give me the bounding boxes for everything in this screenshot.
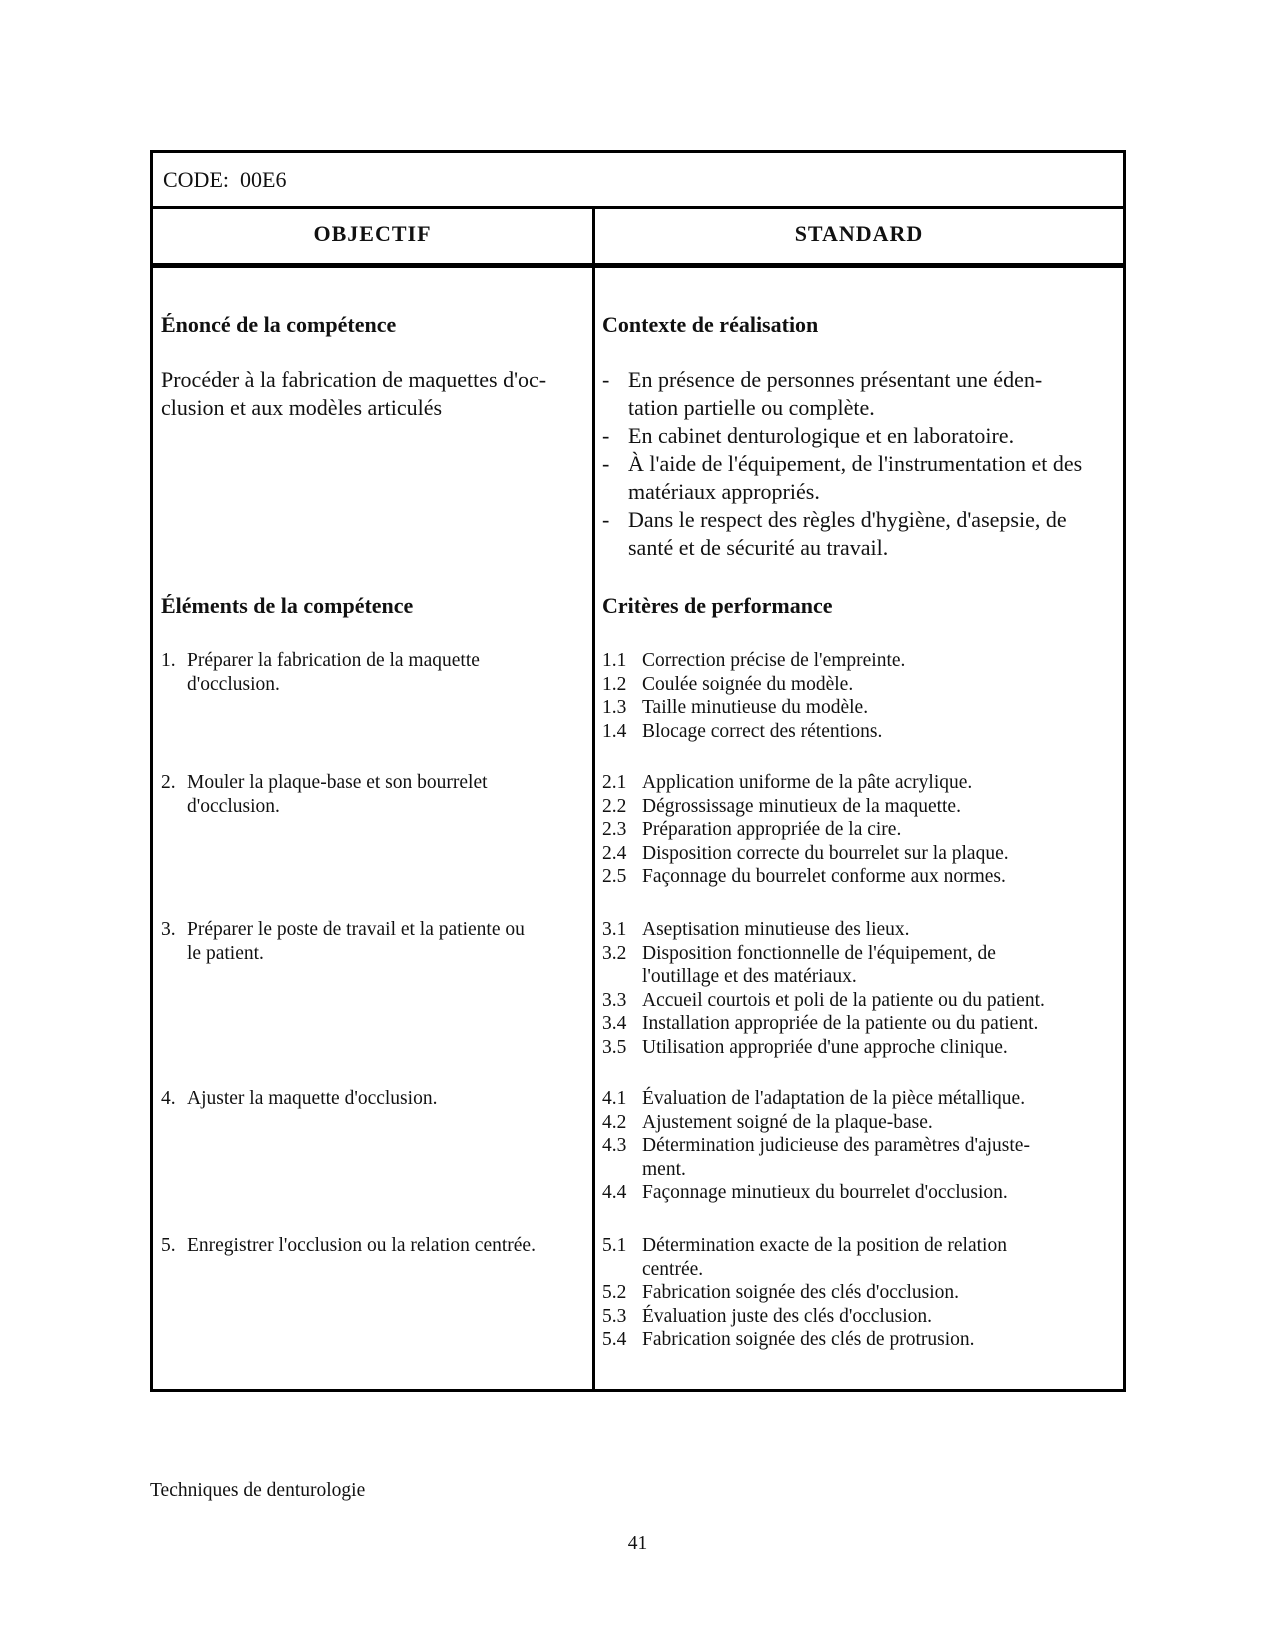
contexte-title: Contexte de réalisation <box>602 312 819 337</box>
criterion-number: 4.3 <box>602 1135 627 1157</box>
footer-title: Techniques de denturologie <box>150 1480 366 1501</box>
criterion-text: Fabrication soignée des clés de protrusion. <box>642 1329 975 1351</box>
criterion-text: Façonnage minutieux du bourrelet d'occlusion. <box>642 1182 1008 1204</box>
element-text: d'occlusion. <box>187 673 280 695</box>
divider <box>153 206 1123 209</box>
criterion-number: 2.2 <box>602 795 627 817</box>
criterion-text: ment. <box>642 1158 686 1180</box>
contexte-item: Dans le respect des règles d'hygiène, d'asepsie, de <box>628 507 1067 532</box>
criterion-number: 3.5 <box>602 1037 627 1058</box>
element-text: Préparer la fabrication de la maquette <box>187 650 480 671</box>
code-label: CODE: 00E6 <box>163 167 287 192</box>
criterion-number: 5.1 <box>602 1235 627 1256</box>
criterion-number: 5.3 <box>602 1305 627 1327</box>
criterion-text: centrée. <box>642 1258 704 1280</box>
header-objectif: OBJECTIF <box>313 221 432 246</box>
criterion-number: 2.5 <box>602 866 627 888</box>
criterion-text: Évaluation de l'adaptation de la pièce métallique. <box>642 1088 1026 1109</box>
criterion-number: 3.4 <box>602 1013 627 1035</box>
criterion-number: 4.1 <box>602 1088 627 1109</box>
element-number: 4. <box>161 1088 176 1109</box>
contexte-item: matériaux appropriés. <box>628 479 820 504</box>
element-text: le patient. <box>187 942 264 964</box>
contexte-item: En présence de personnes présentant une éden- <box>628 367 1043 392</box>
element-text: d'occlusion. <box>187 795 280 817</box>
enonce-text: Procéder à la fabrication de maquettes d'oc- <box>161 367 547 392</box>
criterion-text: Aseptisation minutieuse des lieux. <box>642 919 910 940</box>
element-number: 3. <box>161 919 176 940</box>
element-number: 1. <box>161 650 176 671</box>
criterion-number: 1.1 <box>602 650 627 671</box>
criterion-number: 3.2 <box>602 942 627 964</box>
criterion-text: Dégrossissage minutieux de la maquette. <box>642 795 961 817</box>
criterion-text: Taille minutieuse du modèle. <box>642 697 869 719</box>
criterion-text: Correction précise de l'empreinte. <box>642 650 906 671</box>
element-number: 2. <box>161 772 176 793</box>
criterion-number: 5.4 <box>602 1329 627 1351</box>
criterion-number: 1.4 <box>602 720 627 742</box>
criterion-number: 4.4 <box>602 1182 627 1204</box>
enonce-title: Énoncé de la compétence <box>161 312 397 337</box>
header-standard: STANDARD <box>794 221 924 246</box>
element-text: Mouler la plaque-base et son bourrelet <box>187 772 488 793</box>
criterion-text: Disposition fonctionnelle de l'équipement, de <box>642 942 996 964</box>
contexte-item: santé et de sécurité au travail. <box>628 535 889 560</box>
criteres-title: Critères de performance <box>602 593 833 618</box>
page-number: 41 <box>627 1533 648 1554</box>
criterion-text: Blocage correct des rétentions. <box>642 720 883 742</box>
criterion-text: Façonnage du bourrelet conforme aux normes. <box>642 866 1006 888</box>
element-text: Ajuster la maquette d'occlusion. <box>187 1088 438 1109</box>
criterion-number: 4.2 <box>602 1111 627 1133</box>
contexte-item: À l'aide de l'équipement, de l'instrumentation et des <box>628 451 1083 476</box>
bullet-dash: - <box>602 451 610 476</box>
criterion-text: Évaluation juste des clés d'occlusion. <box>642 1305 932 1327</box>
criterion-text: l'outillage et des matériaux. <box>642 966 857 988</box>
criterion-number: 2.1 <box>602 772 627 793</box>
column-divider <box>592 206 595 1389</box>
criterion-text: Accueil courtois et poli de la patiente ou du patient. <box>642 989 1045 1011</box>
criterion-text: Installation appropriée de la patiente ou du patient. <box>642 1013 1039 1035</box>
criterion-number: 5.2 <box>602 1282 627 1304</box>
criterion-text: Disposition correcte du bourrelet sur la plaque. <box>642 842 1009 864</box>
element-text: Enregistrer l'occlusion ou la relation centrée. <box>187 1235 536 1256</box>
criterion-number: 3.1 <box>602 919 627 940</box>
criterion-text: Coulée soignée du modèle. <box>642 673 854 695</box>
criterion-text: Fabrication soignée des clés d'occlusion. <box>642 1282 960 1304</box>
criterion-number: 1.3 <box>602 697 627 719</box>
criterion-number: 3.3 <box>602 989 627 1011</box>
criterion-text: Préparation appropriée de la cire. <box>642 819 902 841</box>
bullet-dash: - <box>602 423 610 448</box>
competency-table <box>150 150 1126 1392</box>
criterion-number: 2.4 <box>602 842 627 864</box>
contexte-item: tation partielle ou complète. <box>628 395 875 420</box>
contexte-item: En cabinet denturologique et en laboratoire. <box>628 423 1015 448</box>
enonce-text: clusion et aux modèles articulés <box>161 395 443 420</box>
bullet-dash: - <box>602 507 610 532</box>
criterion-text: Application uniforme de la pâte acrylique. <box>642 772 973 793</box>
criterion-text: Ajustement soigné de la plaque-base. <box>642 1111 933 1133</box>
criterion-text: Détermination judicieuse des paramètres d'ajuste- <box>642 1135 1030 1157</box>
element-text: Préparer le poste de travail et la patiente ou <box>187 919 525 940</box>
header-divider <box>153 263 1123 268</box>
criterion-number: 2.3 <box>602 819 627 841</box>
element-number: 5. <box>161 1235 176 1256</box>
bullet-dash: - <box>602 367 610 392</box>
criterion-text: Détermination exacte de la position de relation <box>642 1235 1007 1256</box>
criterion-number: 1.2 <box>602 673 627 695</box>
elements-title: Éléments de la compétence <box>161 593 414 618</box>
criterion-text: Utilisation appropriée d'une approche clinique. <box>642 1037 1008 1058</box>
